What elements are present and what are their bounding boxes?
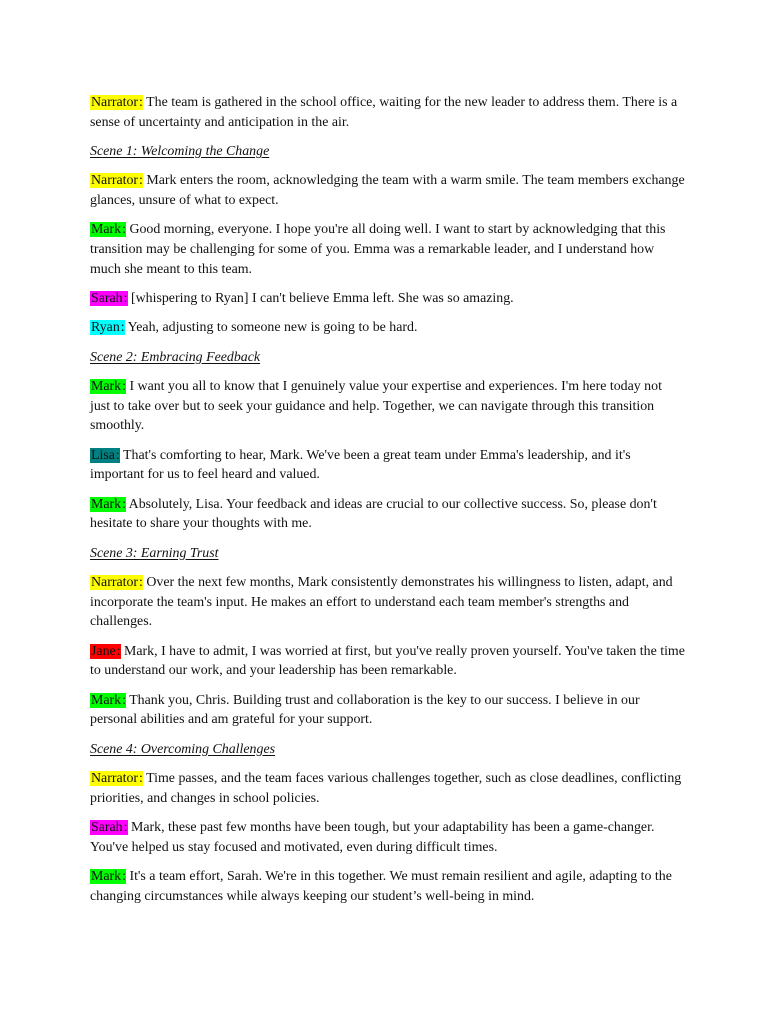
- dialogue-line: [90, 289, 685, 309]
- dialogue-line: [90, 377, 685, 436]
- scene-heading: Scene 4: Overcoming Challenges: [90, 741, 276, 757]
- line-text: Mark, I have to admit, I was worried at first, but you've really proven yourself. You've taken the time to understand our work, and your leadership has been remarkable.: [90, 643, 685, 679]
- dialogue-line: [90, 573, 685, 632]
- speaker-label: Mark: [91, 868, 122, 884]
- speaker-colon: :: [139, 770, 143, 786]
- speaker-label: Narrator: [91, 770, 139, 786]
- dialogue-line: [90, 220, 685, 279]
- speaker-label: Mark: [91, 222, 122, 238]
- dialogue-line: [90, 642, 685, 681]
- speaker-colon: :: [123, 290, 128, 306]
- line-text: The team is gathered in the school office, waiting for the new leader to address them. There is a sense of uncertainty and anticipation in the air.: [90, 95, 678, 130]
- speaker-colon: :: [122, 379, 126, 395]
- speaker-colon: :: [122, 222, 126, 238]
- line-text: Thank you, Chris. Building trust and collaboration is the key to our success. I believe in our personal abilities and am grateful for your support.: [90, 692, 640, 728]
- speaker-colon: :: [122, 496, 126, 512]
- line-text: Good morning, everyone. I hope you're all doing well. I want to start by acknowledging that this transition may be challenging for some of you. Emma was a remarkable leader, and I understand how much she meant to this team.: [90, 222, 666, 277]
- line-text: It's a team effort, Sarah. We're in this together. We must remain resilient and agile, adapting to the changing circumstances while always keeping our student’s well-being in mind.: [90, 868, 672, 904]
- speaker-colon: :: [120, 320, 125, 336]
- dialogue-line: [90, 769, 685, 808]
- dialogue-line: [90, 818, 685, 857]
- line-text: Absolutely, Lisa. Your feedback and ideas are crucial to our collective success. So, please don't hesitate to share your thoughts with me.: [90, 496, 657, 532]
- line-text: I want you all to know that I genuinely value your expertise and experiences. I'm here today not just to take over but to seek your guidance and help. Together, we can navigate through this transition smoothly.: [90, 379, 662, 434]
- line-text: That's comforting to hear, Mark. We've been a great team under Emma's leadership, and it's important for us to feel heard and valued.: [90, 447, 631, 483]
- line-text: [whispering to Ryan] I can't believe Emma left. She was so amazing.: [130, 290, 514, 306]
- speaker-label: Narrator: [91, 575, 139, 591]
- speaker-label: Ryan: [91, 320, 120, 336]
- line-text: Over the next few months, Mark consistently demonstrates his willingness to listen, adapt, and incorporate the team's input. He makes an effort to understand each team member's strengths and challenges.: [90, 575, 673, 630]
- dialogue-line: [90, 691, 685, 730]
- speaker-colon: :: [122, 692, 126, 708]
- speaker-colon: :: [139, 173, 143, 189]
- speaker-colon: :: [115, 447, 120, 463]
- speaker-label: Sarah: [91, 290, 123, 306]
- line-text: Mark, these past few months have been tough, but your adaptability has been a game-changer. You've helped us stay focused and motivated, even during difficult times.: [90, 819, 655, 855]
- speaker-label: Narrator: [91, 173, 139, 189]
- dialogue-line: [90, 867, 685, 906]
- dialogue-line: [90, 446, 685, 485]
- dialogue-line: [90, 318, 685, 338]
- speaker-colon: :: [116, 643, 121, 659]
- speaker-label: Lisa: [91, 447, 115, 463]
- script-body: [90, 93, 685, 916]
- dialogue-line: [90, 171, 685, 210]
- speaker-colon: :: [139, 575, 143, 591]
- line-text: Yeah, adjusting to someone new is going to be hard.: [127, 320, 418, 336]
- dialogue-line: [90, 495, 685, 534]
- speaker-label: Narrator: [91, 95, 139, 110]
- dialogue-line: [90, 93, 685, 132]
- speaker-label: Mark: [91, 692, 122, 708]
- scene-heading: Scene 1: Welcoming the Change: [90, 143, 270, 159]
- speaker-label: Sarah: [91, 819, 123, 835]
- speaker-label: Mark: [91, 496, 122, 512]
- scene-heading: Scene 2: Embracing Feedback: [90, 349, 261, 365]
- scene-heading: Scene 3: Earning Trust: [90, 545, 219, 561]
- speaker-label: Mark: [91, 379, 122, 395]
- speaker-colon: :: [122, 868, 126, 884]
- line-text: Time passes, and the team faces various challenges together, such as close deadlines, conflicting priorities, and changes in school policies.: [90, 770, 682, 806]
- speaker-colon: :: [139, 95, 143, 110]
- speaker-colon: :: [123, 819, 128, 835]
- line-text: Mark enters the room, acknowledging the team with a warm smile. The team members exchange glances, unsure of what to expect.: [90, 173, 685, 208]
- speaker-label: Jane: [91, 643, 116, 659]
